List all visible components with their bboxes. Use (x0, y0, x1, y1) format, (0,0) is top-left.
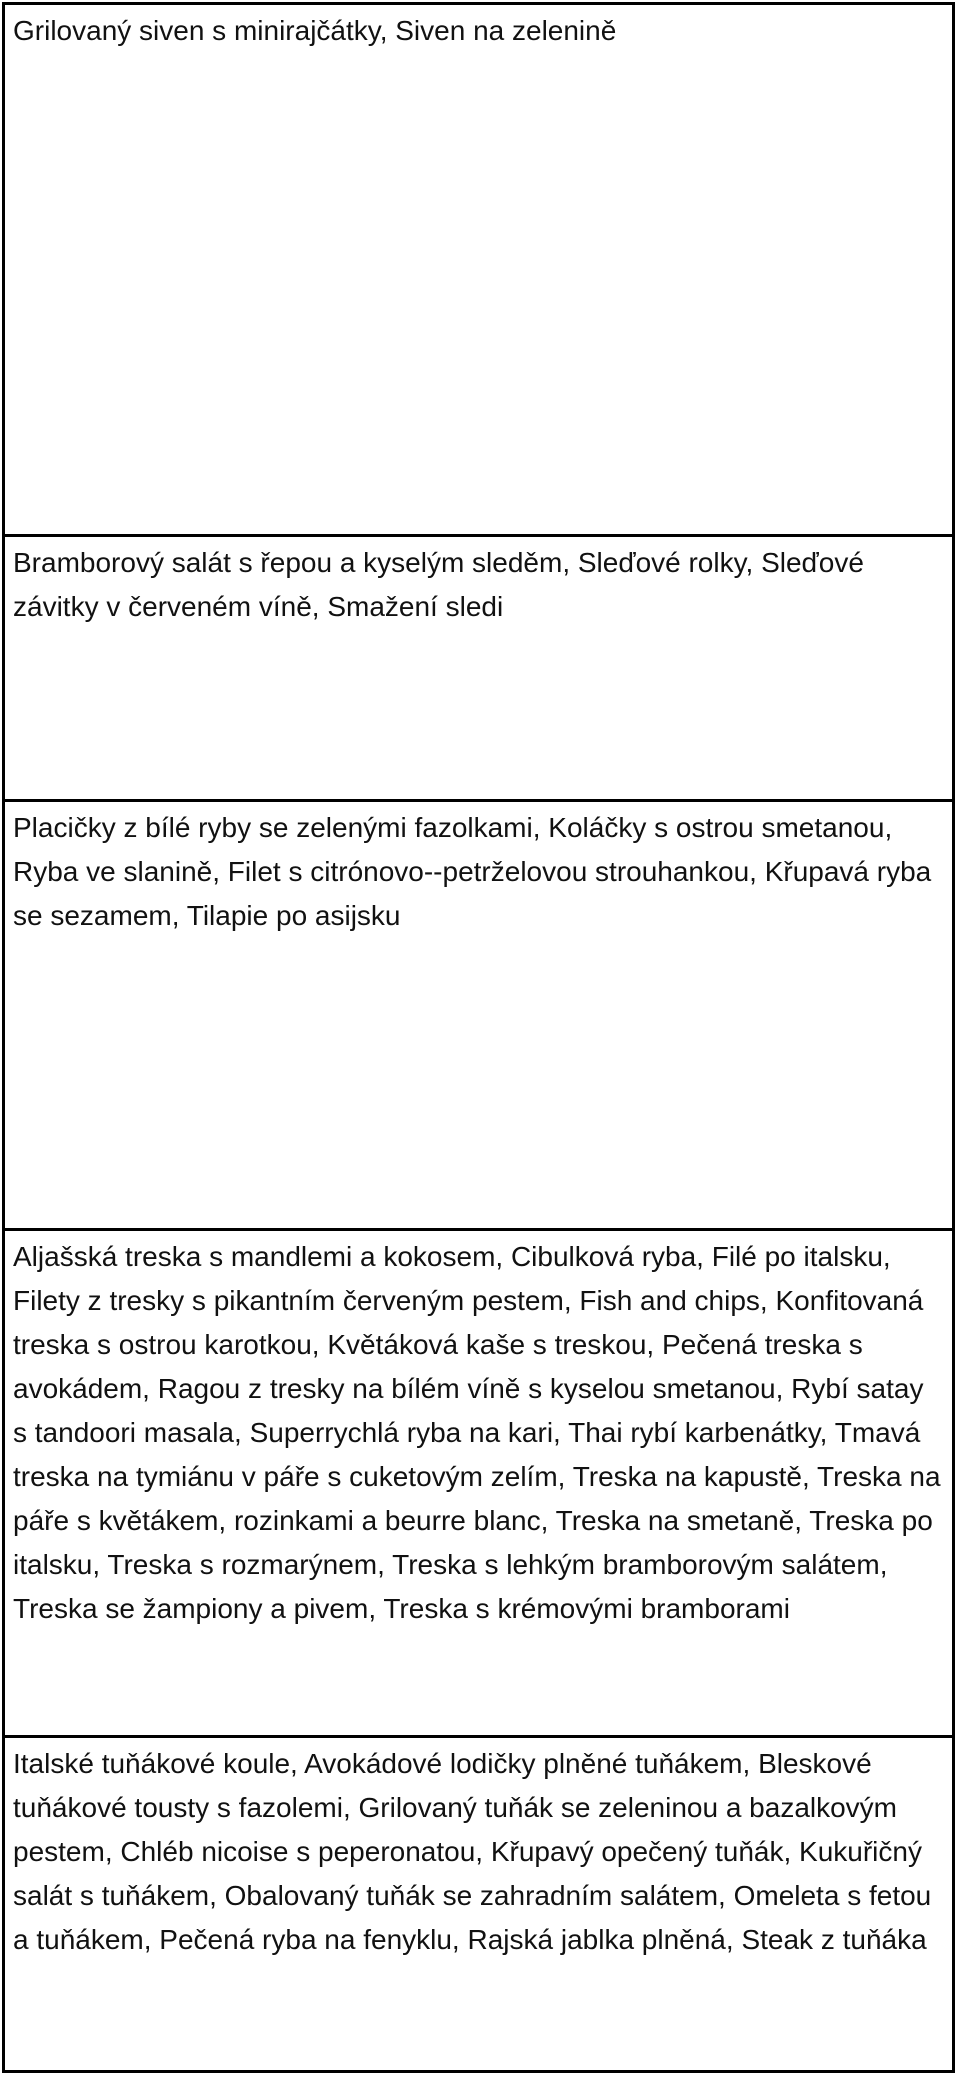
table-row-tuna (5, 1738, 952, 2070)
row-text: Grilovaný siven s minirajčátky, Siven na zelenině (13, 15, 617, 46)
row-text: Bramborový salát s řepou a kyselým sleděm, Sleďové rolky, Sleďové závitky v červeném víně, Smažení sledi (13, 547, 864, 622)
table-row-white-fish (5, 802, 952, 1231)
recipe-table (2, 2, 955, 2073)
row-text: Placičky z bílé ryby se zelenými fazolkami, Koláčky s ostrou smetanou, Ryba ve slanině, Filet s citrónovo--petrželovou strouhankou, Křupavá ryba se sezamem, Tilapie po asijsku (13, 812, 932, 931)
table-row-char (5, 5, 952, 537)
row-text: Italské tuňákové koule, Avokádové lodičky plněné tuňákem, Bleskové tuňákové tousty s fazolemi, Grilovaný tuňák se zeleninou a bazalkovým pestem, Chléb nicoise s peperonatou, Křupavý opečený tuňák, Kukuřičný salát s tuňákem, Obalovaný tuňák se zahradním salátem, Omeleta s fetou a tuňákem, Pečená ryba na fenyklu, Rajská jablka plněná, Steak z tuňáka (13, 1748, 932, 1955)
table-row-cod (5, 1231, 952, 1738)
row-text: Aljašská treska s mandlemi a kokosem, Cibulková ryba, Filé po italsku, Filety z tresky s pikantním červeným pestem, Fish and chips, Konfitovaná treska s ostrou karotkou, Květáková kaše s treskou, Pečená treska s avokádem, Ragou z tresky na bílém víně s kyselou smetanou, Rybí satay s tandoori masala, Superrychlá ryba na kari, Thai rybí karbenátky, Tmavá treska na tymiánu v páře s cuketovým zelím, Treska na kapustě, Treska na páře s květákem, rozinkami a beurre blanc, Treska na smetaně, Treska po italsku, Treska s rozmarýnem, Treska s lehkým bramborovým salátem, Treska se žampiony a pivem, Treska s krémovými bramborami (13, 1241, 941, 1624)
table-row-herring (5, 537, 952, 802)
